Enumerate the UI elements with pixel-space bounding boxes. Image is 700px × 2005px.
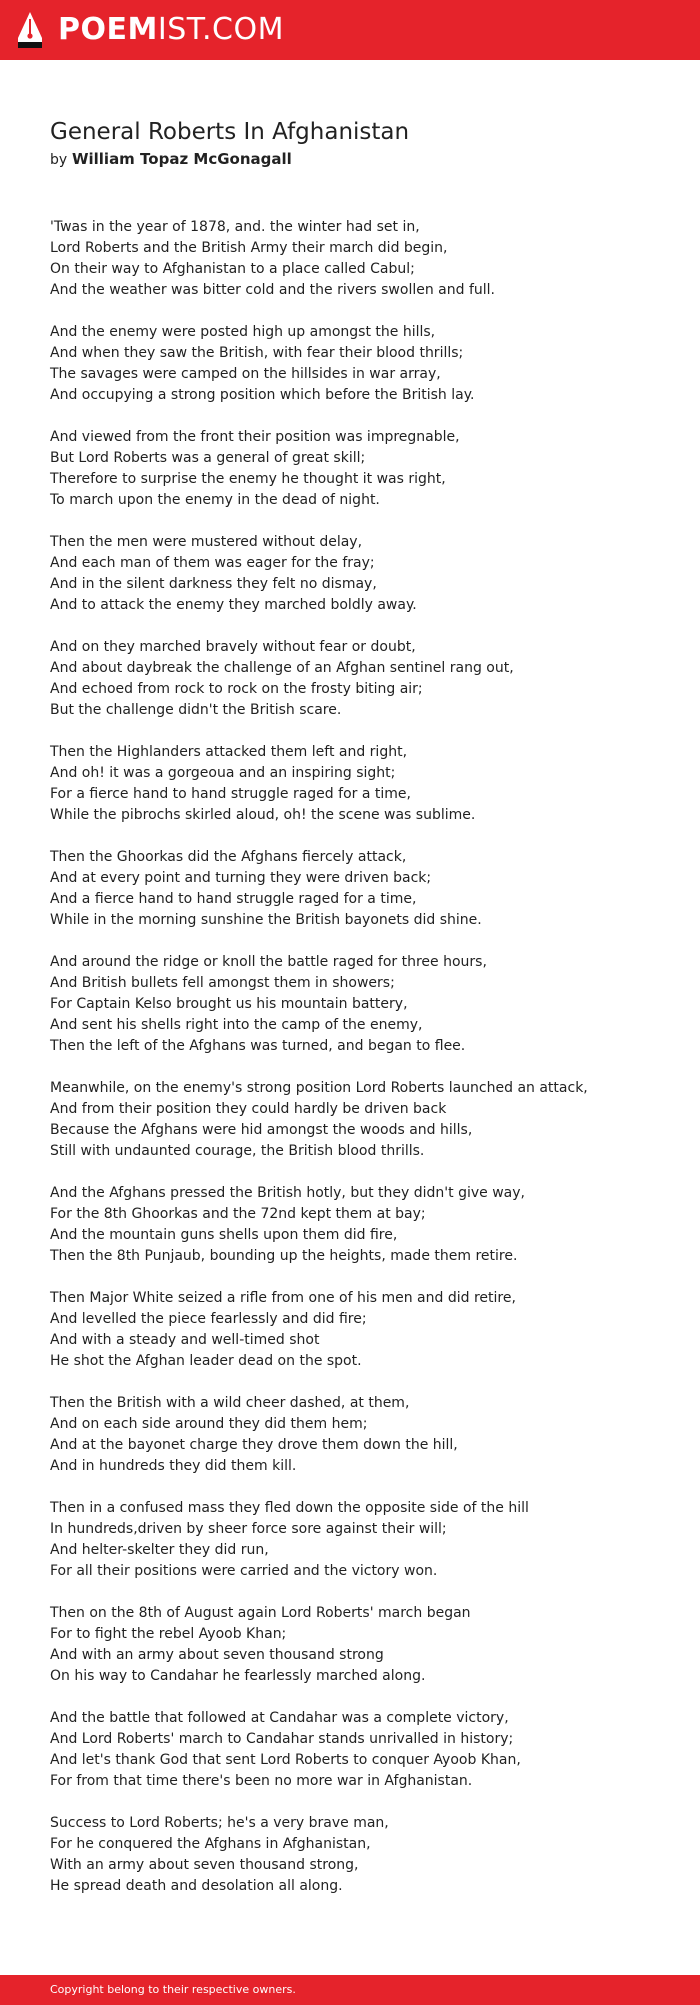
poem-line: Success to Lord Roberts; he's a very brave man, <box>50 1815 389 1831</box>
poem-line: But the challenge didn't the British scare. <box>50 702 342 718</box>
poem-body <box>50 217 660 1897</box>
byline <box>50 149 660 170</box>
poem-stanza <box>50 1288 660 1372</box>
copyright-text: Copyright belong to their respective owners. <box>50 1983 296 1996</box>
poem-stanza <box>50 217 660 301</box>
poem-line: And Lord Roberts' march to Candahar stands unrivalled in history; <box>50 1731 514 1747</box>
brand-light-text: IST.COM <box>157 12 284 47</box>
poem-stanza <box>50 427 660 511</box>
poem-line: While in the morning sunshine the British bayonets did shine. <box>50 912 482 928</box>
poem-stanza <box>50 1603 660 1687</box>
poem-line: Then Major White seized a rifle from one of his men and did retire, <box>50 1290 516 1306</box>
poem-line: And to attack the enemy they marched boldly away. <box>50 597 417 613</box>
poem-line: Then on the 8th of August again Lord Roberts' march began <box>50 1605 471 1621</box>
poem-stanza <box>50 847 660 931</box>
poem-line: And around the ridge or knoll the battle raged for three hours, <box>50 954 487 970</box>
poem-line: And with a steady and well-timed shot <box>50 1332 320 1348</box>
poem-line: And the Afghans pressed the British hotly, but they didn't give way, <box>50 1185 525 1201</box>
poem-line: Meanwhile, on the enemy's strong position Lord Roberts launched an attack, <box>50 1080 588 1096</box>
poem-line: Then the Highlanders attacked them left and right, <box>50 744 408 760</box>
poem-line: And helter-skelter they did run, <box>50 1542 269 1558</box>
poem-stanza <box>50 532 660 616</box>
poem-line: And let's thank God that sent Lord Roberts to conquer Ayoob Khan, <box>50 1752 521 1768</box>
poem-line: And the weather was bitter cold and the rivers swollen and full. <box>50 282 495 298</box>
poem-line: And with an army about seven thousand strong <box>50 1647 384 1663</box>
poem-line: Therefore to surprise the enemy he thought it was right, <box>50 471 446 487</box>
poem-line: Lord Roberts and the British Army their march did begin, <box>50 240 448 256</box>
poem-line: And on they marched bravely without fear or doubt, <box>50 639 416 655</box>
poem-line: Then the Ghoorkas did the Afghans fiercely attack, <box>50 849 407 865</box>
poem-line: Then the men were mustered without delay, <box>50 534 363 550</box>
poem-line: On their way to Afghanistan to a place called Cabul; <box>50 261 415 277</box>
poem-line: Then the British with a wild cheer dashed, at them, <box>50 1395 410 1411</box>
poem-stanza <box>50 1498 660 1582</box>
poem-line: Because the Afghans were hid amongst the woods and hills, <box>50 1122 473 1138</box>
poem-line: And echoed from rock to rock on the frosty biting air; <box>50 681 423 697</box>
poem-line: And oh! it was a gorgeoua and an inspiring sight; <box>50 765 396 781</box>
poem-line: But Lord Roberts was a general of great skill; <box>50 450 366 466</box>
poem-line: And each man of them was eager for the fray; <box>50 555 375 571</box>
brand-bold-text: POEM <box>58 12 158 47</box>
poem-line: And at every point and turning they were driven back; <box>50 870 432 886</box>
poem-line: And on each side around they did them hem; <box>50 1416 368 1432</box>
poem-line: For from that time there's been no more war in Afghanistan. <box>50 1773 473 1789</box>
site-brand <box>58 10 284 50</box>
poem-line: Then the left of the Afghans was turned, and began to flee. <box>50 1038 466 1054</box>
poem-line: Then the 8th Punjaub, bounding up the heights, made them retire. <box>50 1248 518 1264</box>
poem-line: For a fierce hand to hand struggle raged for a time, <box>50 786 411 802</box>
poem-stanza <box>50 1708 660 1792</box>
poem-line: And the battle that followed at Candahar was a complete victory, <box>50 1710 509 1726</box>
poem-line: He spread death and desolation all along. <box>50 1878 343 1894</box>
poem-line: And viewed from the front their position was impregnable, <box>50 429 460 445</box>
poem-line: And about daybreak the challenge of an Afghan sentinel rang out, <box>50 660 514 676</box>
poem-stanza <box>50 1078 660 1162</box>
poem-line: And at the bayonet charge they drove them down the hill, <box>50 1437 458 1453</box>
poem-stanza <box>50 1813 660 1897</box>
poem-line: On his way to Candahar he fearlessly marched along. <box>50 1668 426 1684</box>
poem-author: William Topaz McGonagall <box>71 150 292 168</box>
poem-line: And from their position they could hardly be driven back <box>50 1101 447 1117</box>
poem-line: For he conquered the Afghans in Afghanistan, <box>50 1836 371 1852</box>
poem-line: And occupying a strong position which before the British lay. <box>50 387 475 403</box>
poem-stanza <box>50 322 660 406</box>
poem-title: General Roberts In Afghanistan <box>50 119 410 145</box>
poem-line: 'Twas in the year of 1878, and. the winter had set in, <box>50 219 420 235</box>
poem-stanza <box>50 742 660 826</box>
poem-line: And when they saw the British, with fear their blood thrills; <box>50 345 464 361</box>
poem-line: And British bullets fell amongst them in showers; <box>50 975 395 991</box>
poem-stanza <box>50 952 660 1057</box>
poem-line: The savages were camped on the hillsides in war array, <box>50 366 441 382</box>
poem-line: Then in a confused mass they fled down the opposite side of the hill <box>50 1500 529 1516</box>
site-header <box>0 0 700 60</box>
poem-line: Still with undaunted courage, the British blood thrills. <box>50 1143 425 1159</box>
poem-content <box>50 118 660 1918</box>
poem-line: And in hundreds they did them kill. <box>50 1458 297 1474</box>
poem-line: In hundreds,driven by sheer force sore against their will; <box>50 1521 447 1537</box>
poem-line: He shot the Afghan leader dead on the spot. <box>50 1353 362 1369</box>
poem-line: And the enemy were posted high up amongst the hills, <box>50 324 436 340</box>
poem-line: While the pibrochs skirled aloud, oh! the scene was sublime. <box>50 807 476 823</box>
poem-stanza <box>50 637 660 721</box>
poem-line: With an army about seven thousand strong, <box>50 1857 359 1873</box>
poem-line: For Captain Kelso brought us his mountain battery, <box>50 996 408 1012</box>
poem-line: To march upon the enemy in the dead of night. <box>50 492 380 508</box>
poem-line: And in the silent darkness they felt no dismay, <box>50 576 377 592</box>
site-footer <box>0 1975 700 2005</box>
poem-line: For to fight the rebel Ayoob Khan; <box>50 1626 287 1642</box>
poem-line: And sent his shells right into the camp of the enemy, <box>50 1017 423 1033</box>
poem-line: For all their positions were carried and the victory won. <box>50 1563 438 1579</box>
poem-line: And a fierce hand to hand struggle raged for a time, <box>50 891 417 907</box>
pen-nib-icon <box>16 10 44 50</box>
poem-stanza <box>50 1183 660 1267</box>
poem-stanza <box>50 1393 660 1477</box>
poem-line: And the mountain guns shells upon them did fire, <box>50 1227 398 1243</box>
by-label: by <box>50 152 68 168</box>
poem-line: And levelled the piece fearlessly and did fire; <box>50 1311 367 1327</box>
site-logo[interactable] <box>16 10 284 50</box>
poem-line: For the 8th Ghoorkas and the 72nd kept them at bay; <box>50 1206 426 1222</box>
